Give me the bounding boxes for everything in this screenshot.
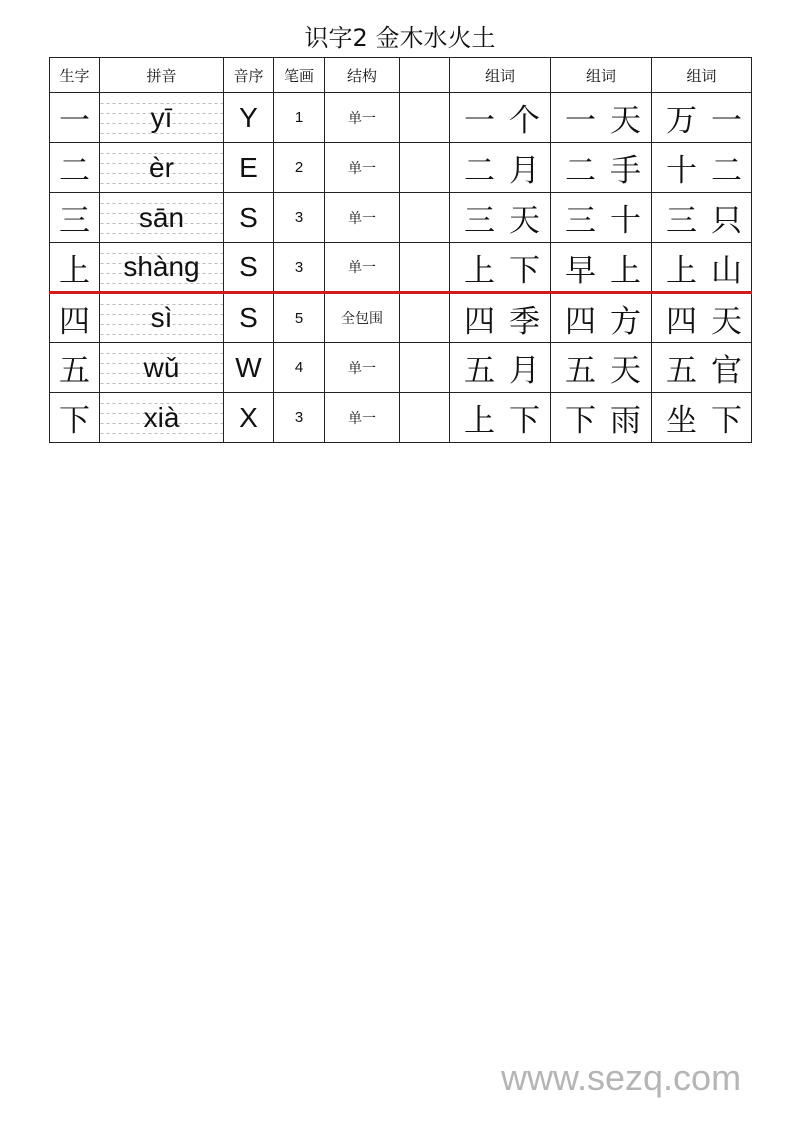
structure-cell: 单一 [325, 343, 400, 393]
blank-cell [400, 93, 450, 143]
header-words: 组词 [551, 58, 652, 93]
word-cell: 十二 [652, 143, 752, 193]
strokes-cell: 3 [274, 243, 325, 293]
pinyin-cell: èr [100, 143, 224, 193]
table-row [50, 293, 752, 343]
character-cell: 上 [50, 243, 100, 293]
initial-cell: W [224, 343, 274, 393]
pinyin-cell: xià [100, 393, 224, 443]
word-cell: 下雨 [551, 393, 652, 443]
header-strokes: 笔画 [274, 58, 325, 93]
word-cell: 四天 [652, 293, 752, 343]
strokes-cell: 3 [274, 393, 325, 443]
word-cell: 上山 [652, 243, 752, 293]
blank-cell [400, 243, 450, 293]
blank-cell [400, 293, 450, 343]
header-row [50, 58, 752, 93]
character-cell: 二 [50, 143, 100, 193]
word-cell: 一个 [450, 93, 551, 143]
table-row [50, 143, 752, 193]
word-cell: 上下 [450, 243, 551, 293]
character-cell: 一 [50, 93, 100, 143]
pinyin-cell: sān [100, 193, 224, 243]
table-row [50, 243, 752, 293]
table-row [50, 343, 752, 393]
structure-cell: 单一 [325, 393, 400, 443]
strokes-cell: 2 [274, 143, 325, 193]
header-character: 生字 [50, 58, 100, 93]
word-cell: 五官 [652, 343, 752, 393]
watermark: www.sezq.com [501, 1057, 742, 1098]
strokes-cell: 5 [274, 293, 325, 343]
word-cell: 二月 [450, 143, 551, 193]
word-cell: 五天 [551, 343, 652, 393]
pinyin-cell: yī [100, 93, 224, 143]
character-cell: 三 [50, 193, 100, 243]
structure-cell: 单一 [325, 193, 400, 243]
table-row [50, 193, 752, 243]
header-structure: 结构 [325, 58, 400, 93]
character-cell: 下 [50, 393, 100, 443]
word-cell: 四方 [551, 293, 652, 343]
initial-cell: Y [224, 93, 274, 143]
table-row [50, 393, 752, 443]
page-title: 识字2 金木水火土 [304, 24, 496, 52]
word-cell: 万一 [652, 93, 752, 143]
table-row [50, 93, 752, 143]
character-cell: 五 [50, 343, 100, 393]
blank-cell [400, 393, 450, 443]
header-initial: 音序 [224, 58, 274, 93]
word-cell: 一天 [551, 93, 652, 143]
word-cell: 三十 [551, 193, 652, 243]
structure-cell: 全包围 [325, 293, 400, 343]
strokes-cell: 1 [274, 93, 325, 143]
blank-cell [400, 343, 450, 393]
initial-cell: E [224, 143, 274, 193]
word-cell: 三只 [652, 193, 752, 243]
structure-cell: 单一 [325, 143, 400, 193]
pinyin-cell: sì [100, 293, 224, 343]
header-words: 组词 [652, 58, 752, 93]
initial-cell: S [224, 193, 274, 243]
blank-cell [400, 143, 450, 193]
header-blank [400, 58, 450, 93]
strokes-cell: 4 [274, 343, 325, 393]
initial-cell: X [224, 393, 274, 443]
blank-cell [400, 193, 450, 243]
strokes-cell: 3 [274, 193, 325, 243]
character-cell: 四 [50, 293, 100, 343]
structure-cell: 单一 [325, 93, 400, 143]
word-cell: 四季 [450, 293, 551, 343]
initial-cell: S [224, 293, 274, 343]
structure-cell: 单一 [325, 243, 400, 293]
word-cell: 早上 [551, 243, 652, 293]
word-cell: 上下 [450, 393, 551, 443]
initial-cell: S [224, 243, 274, 293]
pinyin-cell: shàng [100, 243, 224, 293]
pinyin-cell: wǔ [100, 343, 224, 393]
word-cell: 二手 [551, 143, 652, 193]
word-cell: 五月 [450, 343, 551, 393]
word-cell: 三天 [450, 193, 551, 243]
header-words: 组词 [450, 58, 551, 93]
word-cell: 坐下 [652, 393, 752, 443]
header-pinyin: 拼音 [100, 58, 224, 93]
character-table [49, 57, 756, 443]
